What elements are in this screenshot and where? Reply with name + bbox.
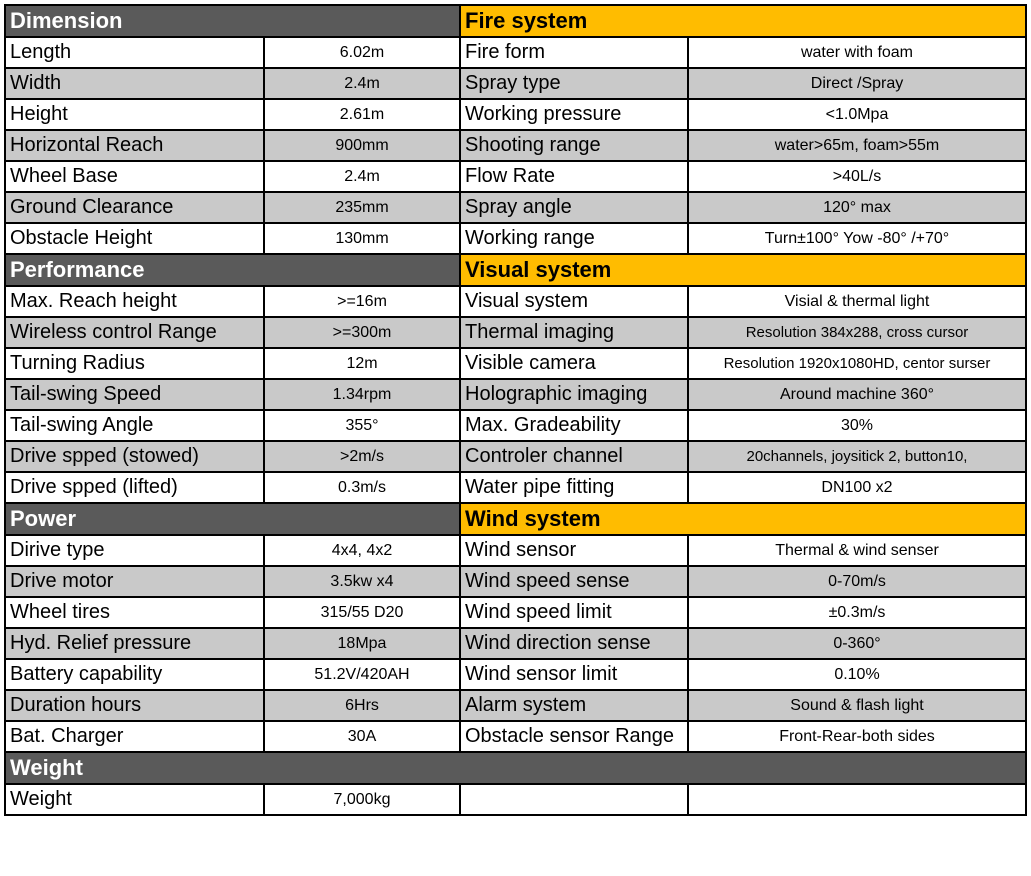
spec-value: >=16m [264,286,460,317]
spec-value: 51.2V/420AH [264,659,460,690]
spec-value: 0-70m/s [688,566,1026,597]
section-header-fire-system: Fire system [460,5,1026,37]
section-header-power: Power [5,503,460,535]
spec-value: Thermal & wind senser [688,535,1026,566]
spec-value: 20channels, joysitick 2, button10, [688,441,1026,472]
spec-label: Shooting range [460,130,688,161]
section-header-wind-system: Wind system [460,503,1026,535]
spec-value: 315/55 D20 [264,597,460,628]
section-header-row [5,503,1026,535]
section-header-row [5,752,1026,784]
spec-value: 0.10% [688,659,1026,690]
table-row [5,690,1026,721]
spec-label: Water pipe fitting [460,472,688,503]
spec-value: <1.0Mpa [688,99,1026,130]
spec-label: Wind sensor [460,535,688,566]
spec-label: Width [5,68,264,99]
section-header-visual-system: Visual system [460,254,1026,286]
spec-label: Weight [5,784,264,815]
spec-value: Resolution 1920x1080HD, centor surser [688,348,1026,379]
spec-value: 6.02m [264,37,460,68]
spec-value: 1.34rpm [264,379,460,410]
spec-value: >2m/s [264,441,460,472]
spec-value: 30A [264,721,460,752]
table-row [5,99,1026,130]
spec-label: Obstacle Height [5,223,264,254]
table-row [5,348,1026,379]
spec-label: Wheel Base [5,161,264,192]
spec-label: Tail-swing Angle [5,410,264,441]
spec-label: Wind speed sense [460,566,688,597]
spec-label: Holographic imaging [460,379,688,410]
empty-cell [688,784,1026,815]
spec-label: Wireless control Range [5,317,264,348]
spec-value: Resolution 384x288, cross cursor [688,317,1026,348]
table-row [5,628,1026,659]
spec-value: 7,000kg [264,784,460,815]
spec-value: 4x4, 4x2 [264,535,460,566]
table-row [5,192,1026,223]
section-header-row [5,254,1026,286]
spec-value: 235mm [264,192,460,223]
spec-label: Length [5,37,264,68]
spec-value: 0.3m/s [264,472,460,503]
spec-label: Turning Radius [5,348,264,379]
spec-value: Front-Rear-both sides [688,721,1026,752]
spec-label: Wind direction sense [460,628,688,659]
spec-value: >=300m [264,317,460,348]
spec-value: Sound & flash light [688,690,1026,721]
spec-table [4,4,1027,816]
section-header-dimension: Dimension [5,5,460,37]
spec-label: Controler channel [460,441,688,472]
spec-label: Dirive type [5,535,264,566]
table-row [5,659,1026,690]
spec-label: Visual system [460,286,688,317]
spec-label: Drive spped (lifted) [5,472,264,503]
spec-value: 0-360° [688,628,1026,659]
spec-value: >40L/s [688,161,1026,192]
spec-value: 18Mpa [264,628,460,659]
spec-value: 2.4m [264,161,460,192]
spec-label: Spray angle [460,192,688,223]
section-header-row [5,5,1026,37]
spec-value: Turn±100° Yow -80° /+70° [688,223,1026,254]
spec-label: Tail-swing Speed [5,379,264,410]
table-row [5,317,1026,348]
spec-value: 2.61m [264,99,460,130]
spec-value: ±0.3m/s [688,597,1026,628]
table-row [5,441,1026,472]
spec-value: 900mm [264,130,460,161]
table-row [5,784,1026,815]
spec-label: Max. Gradeability [460,410,688,441]
table-row [5,223,1026,254]
spec-label: Battery capability [5,659,264,690]
spec-value: water with foam [688,37,1026,68]
spec-label: Working pressure [460,99,688,130]
table-row [5,68,1026,99]
spec-label: Wheel tires [5,597,264,628]
spec-value: 30% [688,410,1026,441]
spec-label: Wind speed limit [460,597,688,628]
spec-label: Max. Reach height [5,286,264,317]
table-row [5,472,1026,503]
spec-value: DN100 x2 [688,472,1026,503]
spec-value: 6Hrs [264,690,460,721]
spec-label: Visible camera [460,348,688,379]
spec-label: Alarm system [460,690,688,721]
spec-label: Drive motor [5,566,264,597]
table-row [5,721,1026,752]
spec-value: 355° [264,410,460,441]
spec-value: 12m [264,348,460,379]
spec-label: Hyd. Relief pressure [5,628,264,659]
spec-label: Height [5,99,264,130]
table-row [5,535,1026,566]
table-row [5,161,1026,192]
table-row [5,410,1026,441]
spec-label: Wind sensor limit [460,659,688,690]
spec-value: Direct /Spray [688,68,1026,99]
table-row [5,597,1026,628]
spec-value: Visial & thermal light [688,286,1026,317]
spec-value: 2.4m [264,68,460,99]
table-row [5,286,1026,317]
spec-value: water>65m, foam>55m [688,130,1026,161]
section-header-weight: Weight [5,752,1026,784]
spec-label: Duration hours [5,690,264,721]
spec-label: Drive spped (stowed) [5,441,264,472]
spec-value: 3.5kw x4 [264,566,460,597]
spec-value: 130mm [264,223,460,254]
spec-label: Thermal imaging [460,317,688,348]
spec-label: Horizontal Reach [5,130,264,161]
table-row [5,379,1026,410]
empty-cell [460,784,688,815]
spec-label: Bat. Charger [5,721,264,752]
spec-label: Flow Rate [460,161,688,192]
spec-label: Ground Clearance [5,192,264,223]
spec-label: Fire form [460,37,688,68]
spec-label: Working range [460,223,688,254]
spec-value: Around machine 360° [688,379,1026,410]
table-row [5,130,1026,161]
table-row [5,37,1026,68]
spec-label: Obstacle sensor Range [460,721,688,752]
table-row [5,566,1026,597]
spec-value: 120° max [688,192,1026,223]
section-header-performance: Performance [5,254,460,286]
spec-label: Spray type [460,68,688,99]
